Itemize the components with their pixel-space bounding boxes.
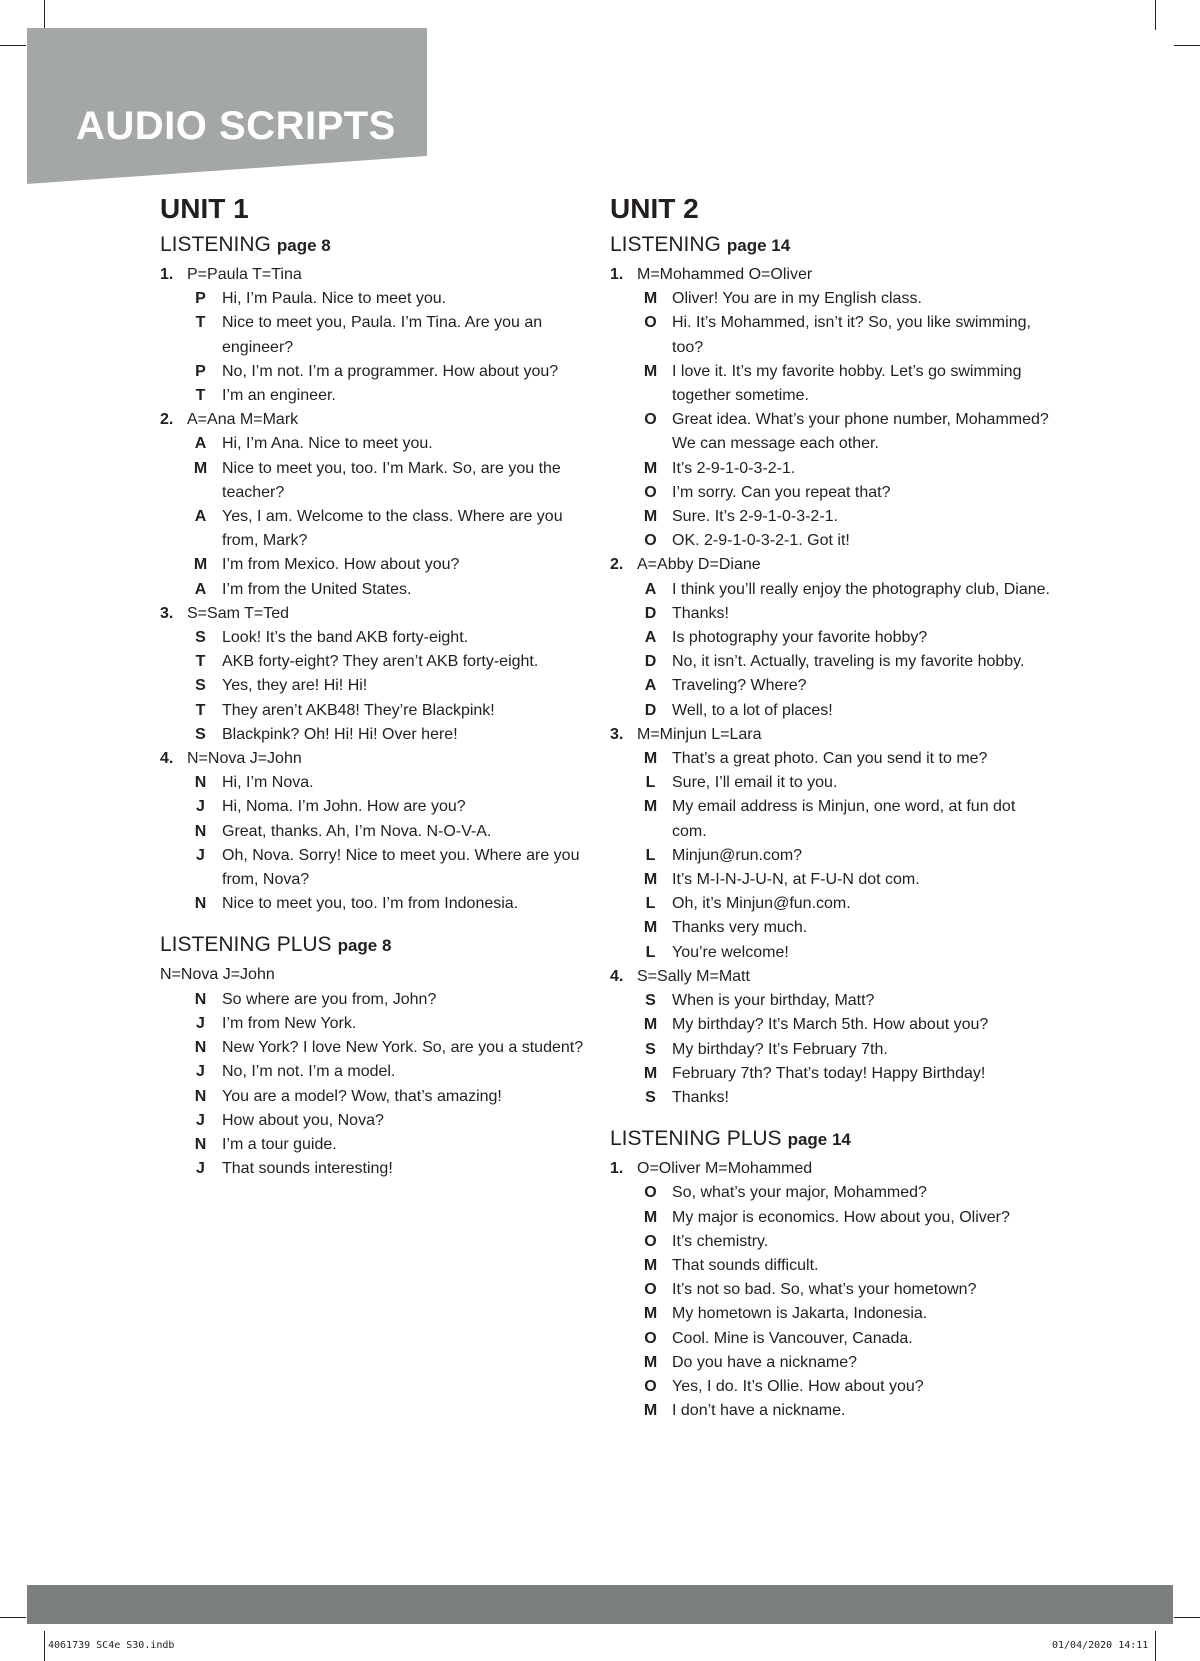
crop-mark [0, 45, 26, 46]
speaker-initial: M [643, 459, 658, 477]
line-text: You’re welcome! [672, 943, 789, 961]
speaker-initial: O [644, 1281, 657, 1299]
speaker-initial: M [643, 290, 658, 308]
speaker-initial: S [195, 629, 206, 647]
line-text: Well, to a lot of places! [672, 701, 833, 719]
section-heading-label: LISTENING [610, 233, 721, 256]
speaker-initial: J [196, 846, 205, 864]
line-text: Thanks! [672, 604, 729, 622]
dialog-number: 1. [610, 1160, 624, 1178]
dialog-line [610, 1399, 1050, 1423]
line-text: So where are you from, John? [222, 990, 437, 1008]
speaker-initial: O [644, 1329, 657, 1347]
speaker-initial: O [644, 532, 657, 550]
line-text: Hi, Noma. I’m John. How are you? [222, 798, 466, 816]
dialog-line [610, 1206, 1050, 1230]
dialog-line [610, 529, 1050, 553]
dialog-line [610, 1181, 1050, 1205]
line-text: My major is economics. How about you, Oliver? [672, 1208, 1010, 1226]
dialog-line [160, 432, 600, 456]
crop-mark [1174, 45, 1200, 46]
dialog-line [160, 1036, 600, 1060]
dialog-line [610, 892, 1050, 916]
crop-mark [1155, 0, 1156, 30]
speaker-initial: N [194, 895, 207, 913]
line-text: Is photography your favorite hobby? [672, 629, 928, 647]
dialog-line [610, 747, 1050, 771]
line-text: Hi, I’m Paula. Nice to meet you. [222, 290, 447, 308]
page-title: AUDIO SCRIPTS [76, 104, 396, 148]
dialog-line [160, 384, 600, 408]
dialog-number: 1. [610, 266, 624, 283]
speaker-initial: M [643, 750, 658, 768]
line-text: Yes, I am. Welcome to the class. Where are you from, Mark? [222, 508, 563, 550]
dialog-cast: M=Minjun L=Lara [637, 725, 762, 743]
line-text: Minjun@run.com? [672, 846, 803, 864]
dialog-line [160, 771, 600, 795]
line-text: Blackpink? Oh! Hi! Hi! Over here! [222, 725, 458, 743]
dialog-line [610, 1375, 1050, 1399]
dialog-line [160, 795, 600, 819]
speaker-initial: M [643, 871, 658, 889]
speaker-initial: M [643, 798, 658, 816]
dialog-line [160, 553, 600, 577]
dialog-cast-line [610, 553, 1050, 577]
dialog-cast-line [160, 263, 600, 287]
line-text: Nice to meet you, too. I’m from Indonesia. [222, 895, 519, 913]
speaker-initial: O [644, 1377, 657, 1395]
line-text: They aren’t AKB48! They’re Blackpink! [222, 701, 495, 719]
line-text: When is your birthday, Matt? [672, 992, 875, 1010]
dialog-line [610, 1254, 1050, 1278]
line-text: Traveling? Where? [672, 677, 807, 695]
line-text: It’s M-I-N-J-U-N, at F-U-N dot com. [672, 871, 920, 889]
section-page-ref: page 8 [276, 236, 331, 255]
section-page-ref: page 14 [787, 1130, 851, 1150]
speaker-initial: J [196, 1014, 205, 1032]
speaker-initial: P [195, 290, 206, 308]
speaker-initial: M [643, 362, 658, 380]
speaker-initial: P [195, 362, 206, 380]
line-text: Sure. It’s 2-9-1-0-3-2-1. [672, 508, 838, 526]
line-text: AKB forty-eight? They aren’t AKB forty-eight. [222, 653, 539, 671]
speaker-initial: J [196, 1160, 205, 1178]
dialog-line [160, 674, 600, 698]
dialog-cast-line [160, 408, 600, 432]
dialog-line [610, 795, 1050, 843]
dialog-cast-line [610, 723, 1050, 747]
unit-title: UNIT 1 [160, 193, 249, 224]
footer-bar [27, 1585, 1173, 1624]
section-heading [160, 932, 600, 959]
speaker-initial: N [194, 1135, 207, 1153]
dialog-line [610, 287, 1050, 311]
dialog-line [160, 699, 600, 723]
line-text: February 7th? That’s today! Happy Birthday! [672, 1064, 986, 1082]
dialog-line [160, 1109, 600, 1133]
speaker-initial: O [644, 483, 657, 501]
line-text: I’m sorry. Can you repeat that? [672, 483, 891, 501]
dialog-line [160, 1133, 600, 1157]
crop-mark [44, 0, 45, 30]
dialog-line [160, 650, 600, 674]
line-text: So, what’s your major, Mohammed? [672, 1184, 927, 1202]
dialog-line [160, 820, 600, 844]
unit-title: UNIT 2 [610, 193, 699, 224]
section-spacer [610, 1110, 1050, 1126]
date-stamp: 01/04/2020 14:11 [1052, 1640, 1149, 1651]
speaker-initial: N [194, 1039, 207, 1057]
speaker-initial: D [644, 653, 657, 671]
dialog-line [610, 311, 1050, 359]
dialog-line [160, 988, 600, 1012]
dialog-cast-line [610, 263, 1050, 287]
dialog-line [610, 1013, 1050, 1037]
section-heading [610, 1126, 1050, 1153]
speaker-initial: A [644, 629, 657, 647]
speaker-initial: T [195, 314, 206, 332]
line-text: It’s not so bad. So, what’s your hometown? [672, 1281, 977, 1299]
speaker-initial: S [645, 1040, 656, 1058]
speaker-initial: O [644, 1184, 657, 1202]
speaker-initial: N [194, 774, 207, 792]
dialog-cast-line [610, 1157, 1050, 1181]
line-text: I’m from the United States. [222, 580, 412, 598]
dialog-line [610, 578, 1050, 602]
line-text: Oh, it’s Minjun@fun.com. [672, 895, 851, 913]
line-text: Look! It’s the band AKB forty-eight. [222, 629, 469, 647]
speaker-initial: A [194, 580, 207, 598]
dialog-line [610, 868, 1050, 892]
speaker-initial: M [193, 556, 208, 574]
speaker-initial: M [643, 1208, 658, 1226]
dialog-line [610, 699, 1050, 723]
section-spacer [160, 916, 600, 932]
line-text: Do you have a nickname? [672, 1353, 857, 1371]
speaker-initial: M [643, 919, 658, 937]
dialog-line [160, 626, 600, 650]
dialog-line [160, 892, 600, 916]
dialog-line [160, 723, 600, 747]
line-text: How about you, Nova? [222, 1111, 384, 1129]
file-slug: 4061739 SC4e S30.indb [48, 1640, 175, 1651]
crop-mark [0, 1617, 26, 1618]
dialog-cast-line [160, 747, 600, 771]
dialog-cast-line [160, 602, 600, 626]
line-text: Hi, I’m Nova. [222, 774, 314, 792]
line-text: No, it isn’t. Actually, traveling is my favorite hobby. [672, 653, 1025, 671]
section-heading-label: LISTENING [160, 233, 271, 256]
dialog-line [610, 505, 1050, 529]
speaker-initial: N [194, 1087, 207, 1105]
section-heading-label: LISTENING PLUS [610, 1127, 782, 1151]
speaker-initial: T [195, 387, 206, 405]
dialog-line [610, 1062, 1050, 1086]
line-text: OK. 2-9-1-0-3-2-1. Got it! [672, 532, 850, 550]
speaker-initial: J [196, 798, 205, 816]
speaker-initial: O [644, 1232, 657, 1250]
dialog-cast: M=Mohammed O=Oliver [637, 266, 813, 283]
speaker-initial: M [643, 1353, 658, 1371]
line-text: Nice to meet you, too. I’m Mark. So, are you the teacher? [222, 459, 561, 501]
dialog-line [610, 360, 1050, 408]
dialog-cast-line [160, 963, 600, 987]
dialog-cast: N=Nova J=John [187, 750, 302, 768]
dialog-line [610, 916, 1050, 940]
dialog-cast: S=Sally M=Matt [637, 967, 750, 985]
speaker-initial: M [643, 1256, 658, 1274]
dialog-number: 3. [160, 604, 174, 622]
line-text: My email address is Minjun, one word, at fun dot com. [672, 798, 1016, 840]
line-text: Great, thanks. Ah, I’m Nova. N-O-V-A. [222, 822, 492, 840]
line-text: That sounds difficult. [672, 1256, 819, 1274]
speaker-initial: O [644, 314, 657, 332]
dialog-number: 1. [160, 266, 174, 283]
dialog-line [610, 989, 1050, 1013]
section-heading [160, 232, 600, 259]
dialog-line [160, 844, 600, 892]
dialog-cast: P=Paula T=Tina [187, 266, 302, 283]
dialog-cast: O=Oliver M=Mohammed [637, 1160, 813, 1178]
line-text: It’s 2-9-1-0-3-2-1. [672, 459, 796, 477]
line-text: My birthday? It’s March 5th. How about you? [672, 1016, 989, 1034]
crop-mark [1174, 1617, 1200, 1618]
line-text: I think you’ll really enjoy the photography club, Diane. [672, 580, 1050, 598]
dialog-line [610, 1230, 1050, 1254]
dialog-line [610, 941, 1050, 965]
dialog-line [610, 602, 1050, 626]
section-heading-label: LISTENING PLUS [160, 933, 332, 957]
line-text: I love it. It’s my favorite hobby. Let’s go swimming together sometime. [672, 362, 1022, 405]
speaker-initial: L [645, 774, 656, 792]
dialog-line [160, 1157, 600, 1181]
speaker-initial: T [195, 701, 206, 719]
dialog-line [160, 1012, 600, 1036]
speaker-initial: A [194, 435, 207, 453]
line-text: Sure, I’ll email it to you. [672, 774, 838, 792]
line-text: Hi. It’s Mohammed, isn’t it? So, you like swimming, too? [672, 314, 1031, 356]
dialog-line [160, 505, 600, 553]
line-text: My birthday? It’s February 7th. [672, 1040, 888, 1058]
dialog-line [610, 844, 1050, 868]
dialog-line [610, 457, 1050, 481]
speaker-initial: M [643, 1016, 658, 1034]
section-heading [610, 232, 1050, 259]
dialog-line [610, 1278, 1050, 1302]
line-text: Yes, they are! Hi! Hi! [222, 677, 368, 695]
dialog-cast-line [610, 965, 1050, 989]
line-text: I’m a tour guide. [222, 1135, 337, 1153]
dialog-line [160, 1085, 600, 1109]
dialog-line [610, 771, 1050, 795]
speaker-initial: M [643, 1305, 658, 1323]
dialog-line [610, 626, 1050, 650]
dialog-line [160, 457, 600, 505]
dialog-line [610, 1327, 1050, 1351]
line-text: New York? I love New York. So, are you a student? [222, 1039, 584, 1057]
section-page-ref: page 14 [726, 236, 791, 255]
dialog-number: 3. [610, 725, 624, 743]
dialog-line [160, 1060, 600, 1084]
speaker-initial: S [195, 677, 206, 695]
speaker-initial: D [644, 604, 657, 622]
dialog-line [160, 578, 600, 602]
line-text: Thanks! [672, 1088, 729, 1106]
dialog-line [610, 674, 1050, 698]
speaker-initial: S [645, 1088, 656, 1106]
speaker-initial: L [645, 895, 656, 913]
speaker-initial: T [195, 653, 206, 671]
dialog-line [610, 481, 1050, 505]
section-page-ref: page 8 [337, 936, 392, 956]
line-text: It’s chemistry. [672, 1232, 769, 1250]
dialog-cast: N=Nova J=John [160, 966, 275, 984]
line-text: Cool. Mine is Vancouver, Canada. [672, 1329, 913, 1347]
line-text: You are a model? Wow, that’s amazing! [222, 1087, 502, 1105]
speaker-initial: L [645, 846, 656, 864]
speaker-initial: A [644, 580, 657, 598]
column-unit-2 [610, 188, 1050, 1423]
line-text: I don’t have a nickname. [672, 1402, 846, 1420]
line-text: That’s a great photo. Can you send it to me? [672, 750, 988, 768]
crop-mark [1155, 1631, 1156, 1661]
dialog-cast: S=Sam T=Ted [187, 604, 289, 622]
line-text: I’m an engineer. [222, 387, 336, 405]
speaker-initial: M [643, 1064, 658, 1082]
line-text: No, I’m not. I’m a model. [222, 1063, 396, 1081]
speaker-initial: O [644, 411, 657, 429]
dialog-line [610, 650, 1050, 674]
speaker-initial: L [645, 943, 656, 961]
dialog-line [610, 1302, 1050, 1326]
speaker-initial: A [194, 508, 207, 526]
line-text: I’m from New York. [222, 1014, 357, 1032]
dialog-line [610, 1038, 1050, 1062]
speaker-initial: J [196, 1063, 205, 1081]
dialog-cast: A=Abby D=Diane [637, 556, 761, 574]
line-text: Hi, I’m Ana. Nice to meet you. [222, 435, 433, 453]
line-text: Thanks very much. [672, 919, 808, 937]
speaker-initial: S [645, 992, 656, 1010]
speaker-initial: S [195, 725, 206, 743]
line-text: Nice to meet you, Paula. I’m Tina. Are you an engineer? [222, 314, 543, 356]
dialog-line [160, 311, 600, 359]
dialog-line [610, 1086, 1050, 1110]
line-text: That sounds interesting! [222, 1160, 393, 1178]
speaker-initial: N [194, 990, 207, 1008]
column-unit-1 [160, 188, 600, 1181]
speaker-initial: A [644, 677, 657, 695]
dialog-line [610, 408, 1050, 456]
dialog-number: 4. [160, 750, 174, 768]
line-text: Great idea. What’s your phone number, Mohammed? We can message each other. [672, 411, 1049, 453]
dialog-line [610, 1351, 1050, 1375]
dialog-number: 4. [610, 967, 624, 985]
speaker-initial: J [196, 1111, 205, 1129]
line-text: My hometown is Jakarta, Indonesia. [672, 1305, 928, 1323]
speaker-initial: M [193, 459, 208, 477]
speaker-initial: M [643, 1402, 658, 1420]
line-text: Oliver! You are in my English class. [672, 290, 922, 308]
line-text: No, I’m not. I’m a programmer. How about you? [222, 362, 559, 380]
line-text: Oh, Nova. Sorry! Nice to meet you. Where are you from, Nova? [222, 846, 580, 889]
dialog-number: 2. [160, 411, 174, 429]
speaker-initial: M [643, 508, 658, 526]
dialog-number: 2. [610, 556, 624, 574]
speaker-initial: D [644, 701, 657, 719]
dialog-line [160, 360, 600, 384]
dialog-line [160, 287, 600, 311]
line-text: I’m from Mexico. How about you? [222, 556, 460, 574]
speaker-initial: N [194, 822, 207, 840]
line-text: Yes, I do. It’s Ollie. How about you? [672, 1377, 924, 1395]
dialog-cast: A=Ana M=Mark [187, 411, 299, 429]
crop-mark [44, 1631, 45, 1661]
